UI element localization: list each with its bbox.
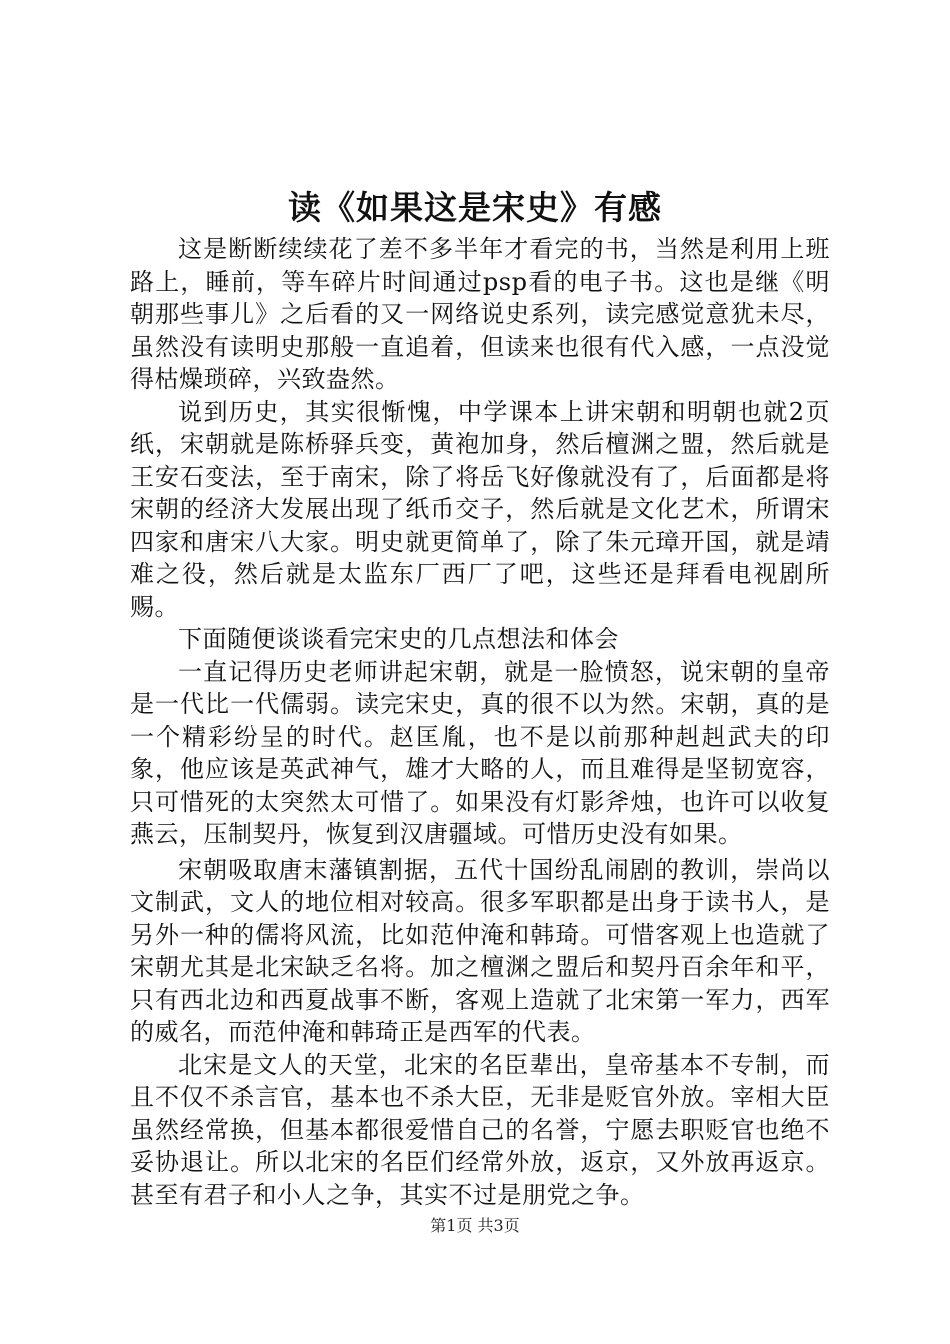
paragraph-4: 一直记得历史老师讲起宋朝，就是一脸愤怒，说宋朝的皇帝是一代比一代儒弱。读完宋史，真的很不以为然。宋朝，真的是一个精彩纷呈的时代。赵匡胤，也不是以前那种赳赳武夫的印象，他应该是英武神气，雄才大略的人，而且难得是坚韧宽容，只可惜死的太突然太可惜了。如果没有灯影斧烛，也许可以收复燕云，压制契丹，恢复到汉唐疆域。可惜历史没有如果。 <box>130 657 830 848</box>
paragraph-3: 下面随便谈谈看完宋史的几点想法和体会 <box>178 625 619 653</box>
paragraph-1: 这是断断续续花了差不多半年才看完的书，当然是利用上班路上，睡前，等车碎片时间通过psp看的电子书。这也是继《明朝那些事儿》之后看的又一网络说史系列，读完感觉意犹未尽，虽然没有读明史那般一直追着，但读来也很有代入感，一点没觉得枯燥琐碎，兴致盎然。 <box>130 235 830 393</box>
document-title: 读《如果这是宋史》有感 <box>288 188 662 227</box>
document-body <box>130 233 830 1211</box>
paragraph-5: 宋朝吸取唐末藩镇割据，五代十国纷乱闹剧的教训，崇尚以文制武，文人的地位相对较高。很多军职都是出身于读书人，是另外一种的儒将风流，比如范仲淹和韩琦。可惜客观上也造就了宋朝尤其是北宋缺乏名将。加之檀渊之盟后和契丹百余年和平，只有西北边和西夏战事不断，客观上造就了北宋第一军力，西军的威名，而范仲淹和韩琦正是西军的代表。 <box>130 855 830 1046</box>
page-number: 第1页 共3页 <box>430 1216 520 1235</box>
paragraph-2: 说到历史，其实很惭愧，中学课本上讲宋朝和明朝也就2页纸，宋朝就是陈桥驿兵变，黄袍加身，然后檀渊之盟，然后就是王安石变法，至于南宋，除了将岳飞好像就没有了，后面都是将宋朝的经济大发展出现了纸币交子，然后就是文化艺术，所谓宋四家和唐宋八大家。明史就更简单了，除了朱元璋开国，就是靖难之役，然后就是太监东厂西厂了吧，这些还是拜看电视剧所赐。 <box>130 397 830 621</box>
paragraph-6: 北宋是文人的天堂，北宋的名臣辈出，皇帝基本不专制，而且不仅不杀言官，基本也不杀大臣，无非是贬官外放。宰相大臣虽然经常换，但基本都很爱惜自己的名誉，宁愿去职贬官也绝不妥协退让。所以北宋的名臣们经常外放，返京，又外放再返京。甚至有君子和小人之争，其实不过是朋党之争。 <box>130 1050 830 1209</box>
